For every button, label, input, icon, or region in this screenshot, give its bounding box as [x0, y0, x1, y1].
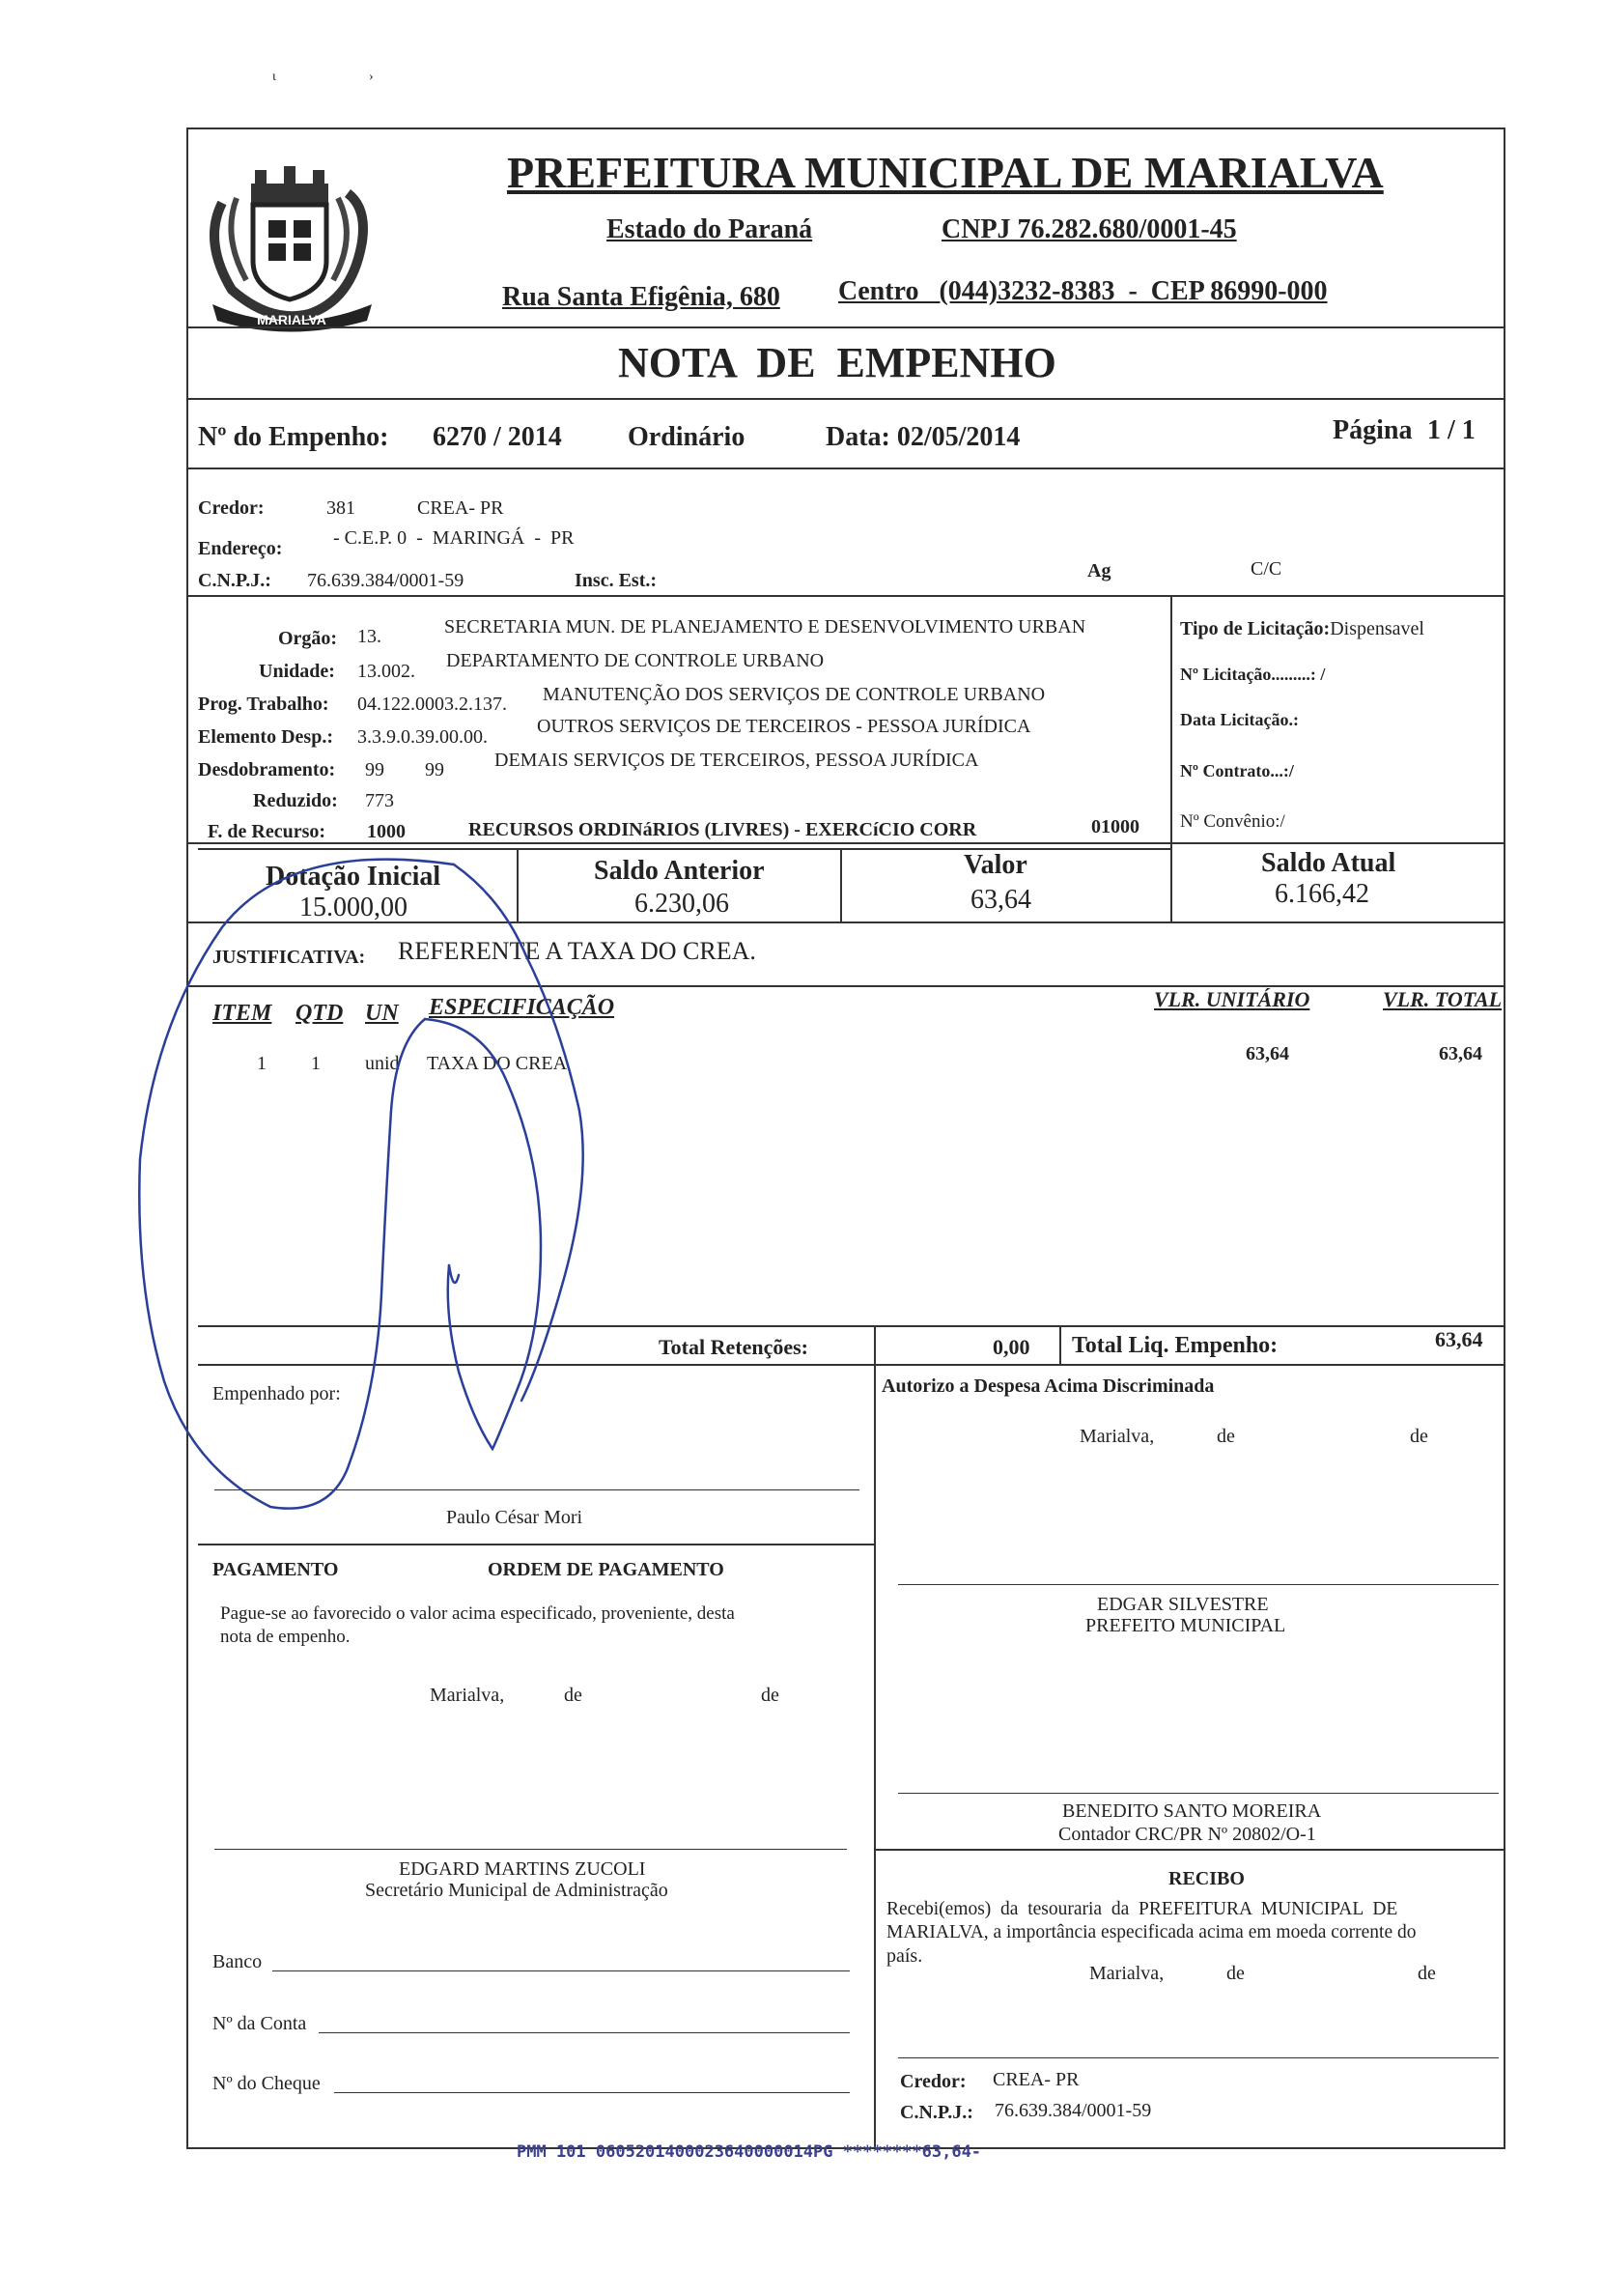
unidade-nome: DEPARTAMENTO DE CONTROLE URBANO	[446, 650, 825, 671]
justificativa-texto: REFERENTE A TAXA DO CREA.	[398, 937, 756, 965]
header-estado: Estado do Paraná	[606, 214, 813, 244]
header-contato: Centro (044)3232-8383 - CEP 86990-000	[838, 276, 1328, 306]
atual-valor: 6.166,42	[1275, 879, 1369, 909]
licitacao-numero: Nº Licitação.........: /	[1180, 665, 1326, 684]
pagamento-local: Marialva,	[430, 1685, 505, 1706]
pagamento-de2: de	[761, 1685, 779, 1706]
credor-codigo: 381	[326, 497, 355, 519]
recurso-label: F. de Recurso:	[208, 821, 326, 842]
autorizo-de1: de	[1217, 1426, 1235, 1447]
contador-cargo: Contador CRC/PR Nº 20802/O-1	[1058, 1824, 1316, 1845]
insc-label: Insc. Est.:	[575, 570, 658, 591]
reduzido-valor: 773	[365, 790, 394, 811]
desdob-label: Desdobramento:	[198, 759, 336, 780]
unidade-label: Unidade:	[259, 661, 335, 682]
orgao-cod: 13.	[357, 626, 381, 647]
anterior-label: Saldo Anterior	[594, 856, 765, 886]
recibo-credor: CREA- PR	[993, 2069, 1080, 2090]
licitacao-tipo-label-text: Tipo de Licitação:	[1180, 618, 1331, 639]
header-title: PREFEITURA MUNICIPAL DE MARIALVA	[507, 148, 1384, 197]
dotacao-valor: 15.000,00	[299, 893, 408, 922]
empenhado-nome: Paulo César Mori	[446, 1507, 583, 1528]
credor-label: Credor:	[198, 497, 265, 519]
valor-label: Valor	[964, 850, 1027, 880]
scan-mark: ι	[272, 70, 276, 84]
licitacao-contrato: Nº Contrato...:/	[1180, 761, 1294, 780]
row-qtd: 1	[311, 1053, 321, 1074]
orgao-label: Orgão:	[278, 628, 338, 649]
row-item: 1	[257, 1053, 267, 1074]
retencoes-label: Total Retenções:	[659, 1335, 808, 1359]
header-cnpj: CNPJ 76.282.680/0001-45	[942, 214, 1237, 244]
autorizo-local: Marialva,	[1080, 1426, 1155, 1447]
prefeito-nome: EDGAR SILVESTRE	[1097, 1594, 1269, 1615]
recibo-de2: de	[1418, 1963, 1436, 1984]
col-qtd: QTD	[295, 1001, 344, 1026]
empenho-numero-label: Nº do Empenho:	[198, 422, 389, 452]
elemento-cod: 3.3.9.0.39.00.00.	[357, 726, 488, 748]
row-espec: TAXA DO CREA	[427, 1053, 568, 1074]
prog-cod: 04.122.0003.2.137.	[357, 694, 507, 715]
empenhado-label: Empenhado por:	[212, 1383, 341, 1404]
pagamento-de1: de	[564, 1685, 582, 1706]
recurso-cod2: 01000	[1091, 816, 1139, 837]
recibo-texto2: MARIALVA, a importância especificada acima em moeda corrente do	[886, 1922, 1417, 1942]
licitacao-convenio: Nº Convênio:/	[1180, 811, 1285, 832]
liquido-valor: 63,64	[1435, 1327, 1483, 1351]
recibo-local: Marialva,	[1089, 1963, 1165, 1984]
desdob-cod2: 99	[425, 759, 444, 780]
orgao-nome: SECRETARIA MUN. DE PLANEJAMENTO E DESENVOLVIMENTO URBAN	[444, 616, 1086, 638]
cc-label: C/C	[1251, 558, 1282, 580]
col-espec: ESPECIFICAÇÃO	[429, 995, 615, 1020]
contador-nome: BENEDITO SANTO MOREIRA	[1062, 1800, 1322, 1822]
credor-cnpj: 76.639.384/0001-59	[307, 570, 464, 591]
pagamento-label: PAGAMENTO	[212, 1559, 339, 1580]
reduzido-label: Reduzido:	[253, 790, 338, 811]
header-endereco: Rua Santa Efigênia, 680	[502, 282, 780, 312]
autorizo-label: Autorizo a Despesa Acima Discriminada	[882, 1375, 1215, 1397]
anterior-valor: 6.230,06	[634, 889, 729, 919]
credor-nome: CREA- PR	[417, 497, 504, 519]
col-item: ITEM	[212, 1001, 272, 1026]
empenho-data: Data: 02/05/2014	[826, 422, 1021, 452]
licitacao-tipo: Dispensavel	[1330, 618, 1424, 639]
row-un: unid	[365, 1053, 400, 1074]
recibo-de1: de	[1226, 1963, 1245, 1984]
conta-label: Nº da Conta	[212, 2013, 307, 2034]
row-vlr-unit: 63,64	[1246, 1043, 1289, 1064]
prefeito-cargo: PREFEITO MUNICIPAL	[1085, 1615, 1286, 1636]
scan-mark: ›	[369, 70, 374, 84]
recibo-credor-label: Credor:	[900, 2071, 967, 2092]
ordem-pagamento: ORDEM DE PAGAMENTO	[488, 1559, 724, 1580]
empenho-numero: 6270 / 2014	[433, 422, 562, 452]
secretario-nome: EDGARD MARTINS ZUCOLI	[399, 1858, 646, 1880]
autorizo-de2: de	[1410, 1426, 1428, 1447]
recibo-cnpj-label: C.N.P.J.:	[900, 2102, 973, 2123]
cheque-label: Nº do Cheque	[212, 2073, 321, 2094]
prog-label: Prog. Trabalho:	[198, 694, 329, 715]
crest-text: MARIALVA	[257, 312, 326, 327]
endereco-label: Endereço:	[198, 538, 283, 559]
pagamento-texto2: nota de empenho.	[220, 1627, 351, 1647]
justificativa-label: JUSTIFICATIVA:	[212, 947, 366, 968]
prog-nome: MANUTENÇÃO DOS SERVIÇOS DE CONTROLE URBANO	[543, 684, 1046, 705]
col-vlr-unit: VLR. UNITÁRIO	[1154, 987, 1310, 1011]
secretario-cargo: Secretário Municipal de Administração	[365, 1880, 668, 1901]
recurso-cod: 1000	[367, 821, 406, 842]
col-un: UN	[365, 1001, 399, 1026]
row-vlr-total: 63,64	[1439, 1043, 1482, 1064]
recibo-titulo: RECIBO	[1168, 1868, 1245, 1889]
liquido-label: Total Liq. Empenho:	[1072, 1333, 1279, 1358]
licitacao-data: Data Licitação.:	[1180, 710, 1299, 729]
elemento-nome: OUTROS SERVIÇOS DE TERCEIROS - PESSOA JURÍDICA	[537, 716, 1031, 737]
pagamento-texto1: Pague-se ao favorecido o valor acima especificado, proveniente, desta	[220, 1603, 735, 1624]
empenho-tipo: Ordinário	[628, 422, 745, 452]
desdob-nome: DEMAIS SERVIÇOS DE TERCEIROS, PESSOA JURÍDICA	[494, 750, 979, 771]
recibo-texto3: país.	[886, 1945, 923, 1967]
col-vlr-total: VLR. TOTAL	[1383, 987, 1503, 1011]
credor-endereco: - C.E.P. 0 - MARINGÁ - PR	[333, 527, 575, 549]
footer-code: PMM 101 0605201400023640000014PG ********63,64-	[517, 2142, 982, 2162]
ag-label: Ag	[1087, 560, 1111, 581]
valor-valor: 63,64	[970, 885, 1031, 915]
unidade-cod: 13.002.	[357, 661, 415, 682]
pagina-valor: 1 / 1	[1427, 415, 1476, 445]
cnpj-label: C.N.P.J.:	[198, 570, 271, 591]
recurso-nome: RECURSOS ORDINáRIOS (LIVRES) - EXERCíCIO CORR	[468, 819, 977, 840]
elemento-label: Elemento Desp.:	[198, 726, 333, 748]
doc-title: NOTA DE EMPENHO	[618, 339, 1056, 386]
dotacao-label: Dotação Inicial	[266, 862, 441, 892]
desdob-cod1: 99	[365, 759, 384, 780]
atual-label: Saldo Atual	[1261, 848, 1396, 878]
pagina-label: Página	[1333, 415, 1413, 445]
recibo-texto1: Recebi(emos) da tesouraria da PREFEITURA MUNICIPAL DE	[886, 1899, 1398, 1919]
recibo-cnpj: 76.639.384/0001-59	[995, 2100, 1152, 2121]
banco-label: Banco	[212, 1951, 263, 1972]
retencoes-valor: 0,00	[993, 1335, 1030, 1359]
